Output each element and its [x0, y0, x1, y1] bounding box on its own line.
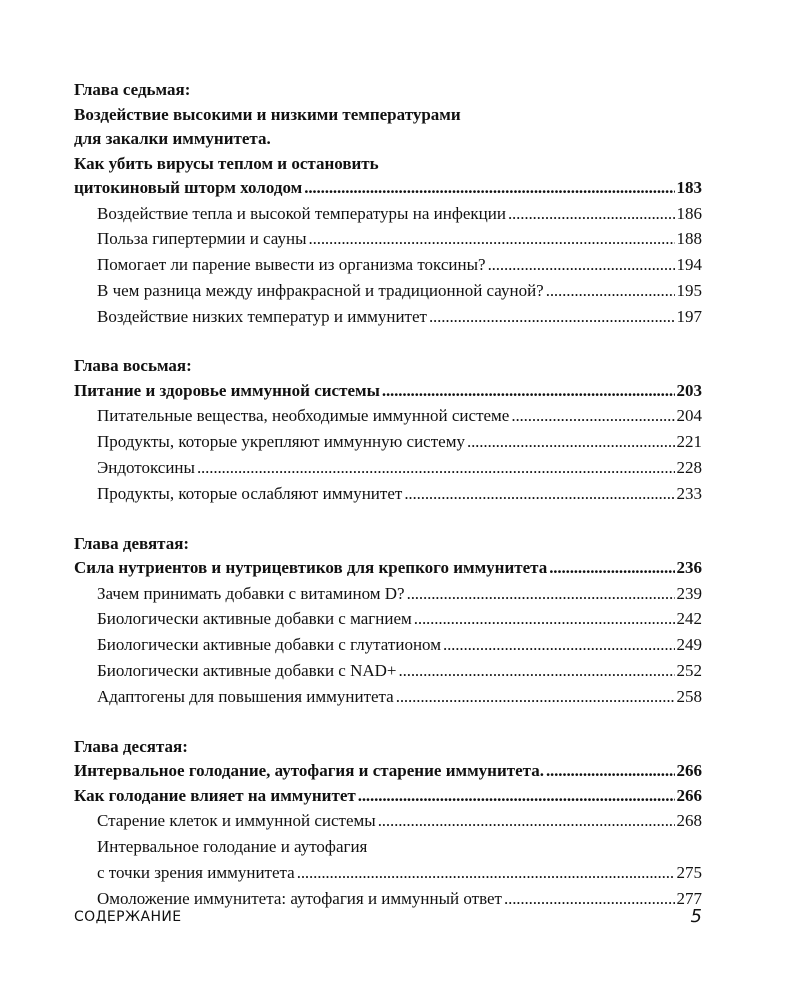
chapter-heading-line: Глава восьмая: [74, 356, 192, 376]
entry-title: Адаптогены для повышения иммунитета [97, 686, 394, 706]
toc-entry[interactable] [74, 481, 702, 507]
entry-page: 275 [676, 862, 702, 882]
toc-entry[interactable] [74, 606, 702, 632]
entry-title: Питательные вещества, необходимые иммунной системе [97, 406, 510, 426]
chapter-main-entry[interactable] [74, 176, 702, 201]
leader-dots [197, 455, 675, 481]
entry-page: 252 [676, 661, 702, 681]
leader-dots [358, 784, 675, 809]
chapter-nine [74, 532, 702, 710]
entry-page: 236 [676, 558, 702, 578]
leader-dots [407, 581, 675, 607]
entry-page: 194 [676, 255, 702, 275]
entry-title: Воздействие низких температур и иммунитет [97, 306, 427, 326]
leader-dots [443, 632, 675, 658]
entry-title: Сила нутриентов и нутрицевтиков для крепкого иммунитета [74, 558, 548, 578]
toc-entry[interactable] [74, 278, 702, 304]
entry-page: 204 [676, 406, 702, 426]
chapter-heading-line: Глава девятая: [74, 533, 190, 553]
chapter-heading-line: для закалки иммунитета. [74, 129, 271, 148]
leader-dots [399, 658, 675, 684]
toc-entry[interactable] [74, 886, 702, 912]
chapter-ten [74, 735, 702, 912]
leader-dots [304, 176, 674, 201]
toc-entry[interactable] [74, 860, 702, 886]
entry-title: Интервальное голодание, аутофагия и старение иммунитета. [74, 761, 544, 781]
leader-dots [549, 556, 674, 581]
chapter-heading-line: Воздействие высокими и низкими температурами [74, 104, 461, 124]
entry-title: Польза гипертермии и сауны [97, 229, 307, 249]
leader-dots [546, 278, 675, 304]
entry-page: 188 [676, 229, 702, 249]
leader-dots [488, 252, 675, 278]
leader-dots [546, 759, 675, 784]
entry-title: с точки зрения иммунитета [97, 862, 295, 882]
chapter-main-entry[interactable] [74, 784, 702, 809]
chapter-heading-line: Глава десятая: [74, 736, 188, 756]
entry-title: Омоложение иммунитета: аутофагия и иммунный ответ [97, 888, 502, 908]
leader-dots [429, 304, 675, 330]
entry-title: Биологически активные добавки с глутатионом [97, 635, 441, 655]
leader-dots [378, 808, 675, 834]
entry-title: Зачем принимать добавки с витамином D? [97, 583, 405, 603]
leader-dots [414, 606, 675, 632]
entry-page: 186 [676, 203, 702, 223]
page-number: 5 [690, 906, 702, 927]
toc-entry[interactable] [74, 403, 702, 429]
running-footer-section: СОДЕРЖАНИЕ [74, 909, 182, 925]
chapter-eight [74, 354, 702, 506]
toc-entry[interactable] [74, 581, 702, 607]
leader-dots [309, 226, 675, 252]
toc-entry[interactable] [74, 658, 702, 684]
toc-entry[interactable] [74, 684, 702, 710]
leader-dots [396, 684, 675, 710]
entry-page: 266 [676, 785, 702, 805]
entry-page: 242 [676, 609, 702, 629]
entry-title: Биологически активные добавки с NAD+ [97, 661, 397, 681]
entry-page: 195 [676, 280, 702, 300]
entry-page: 277 [676, 888, 702, 908]
toc-entry[interactable] [74, 226, 702, 252]
entry-page: 228 [676, 458, 702, 478]
chapter-main-entry[interactable] [74, 556, 702, 581]
toc-entry[interactable] [74, 455, 702, 481]
entry-page: 258 [676, 686, 702, 706]
toc-entry[interactable] [74, 201, 702, 227]
entry-title: Биологически активные добавки с магнием [97, 609, 412, 629]
toc-entry[interactable] [74, 808, 702, 834]
entry-page: 203 [676, 380, 702, 400]
toc-entry[interactable] [74, 632, 702, 658]
entry-page: 233 [676, 483, 702, 503]
entry-title: Продукты, которые ослабляют иммунитет [97, 483, 403, 503]
chapter-heading-line: Как убить вирусы теплом и остановить [74, 153, 379, 173]
entry-title: Как голодание влияет на иммунитет [74, 785, 356, 805]
toc-entry[interactable] [74, 429, 702, 455]
leader-dots [508, 201, 675, 227]
entry-page: 221 [676, 432, 702, 452]
leader-dots [511, 403, 674, 429]
entry-page: 183 [676, 178, 702, 197]
chapter-main-entry[interactable] [74, 759, 702, 784]
entry-title: Старение клеток и иммунной системы [97, 811, 376, 831]
entry-page: 197 [676, 306, 702, 326]
leader-dots [297, 860, 675, 886]
entry-page: 266 [676, 761, 702, 781]
entry-page: 239 [676, 583, 702, 603]
leader-dots [382, 379, 675, 404]
entry-title: Продукты, которые укрепляют иммунную систему [97, 432, 465, 452]
entry-title: Эндотоксины [97, 458, 195, 478]
toc-entry[interactable] [74, 252, 702, 278]
entry-title: Воздействие тепла и высокой температуры на инфекции [97, 203, 506, 223]
leader-dots [504, 886, 675, 912]
toc-entry-first-line: Интервальное голодание и аутофагия [97, 836, 368, 856]
entry-title: цитокиновый шторм холодом [74, 178, 303, 197]
entry-title: Помогает ли парение вывести из организма токсины? [97, 255, 486, 275]
leader-dots [404, 481, 674, 507]
chapter-heading-line: Глава седьмая: [74, 80, 191, 99]
entry-page: 268 [676, 811, 702, 831]
toc-entry[interactable] [74, 304, 702, 330]
chapter-seven [74, 78, 702, 329]
leader-dots [467, 429, 675, 455]
chapter-main-entry[interactable] [74, 379, 702, 404]
entry-title: В чем разница между инфракрасной и традиционной сауной? [97, 280, 544, 300]
entry-title: Питание и здоровье иммунной системы [74, 380, 380, 400]
entry-page: 249 [676, 635, 702, 655]
table-of-contents [74, 78, 702, 936]
